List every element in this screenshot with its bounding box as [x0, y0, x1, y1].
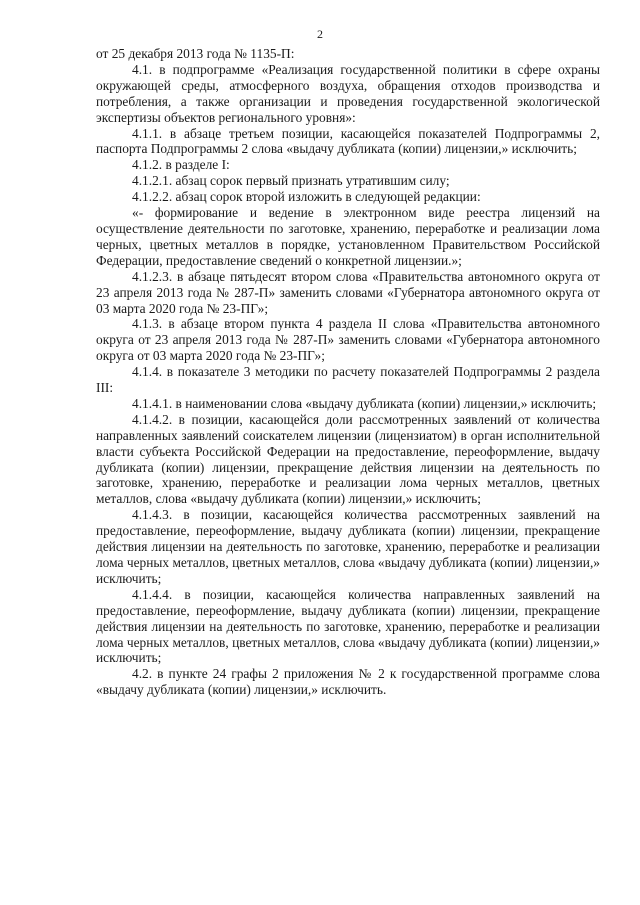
paragraph-4-1-3: 4.1.3. в абзаце втором пункта 4 раздела II слова «Правительства автономного округа от 23 апреля 2013 года № 287-П» заменить словами «Губернатора автономного округа от 03 марта 2020 года № 23-ПГ»;: [96, 316, 600, 364]
paragraph-4-1-4-4: 4.1.4.4. в позиции, касающейся количества направленных заявлений на предоставление, переоформление, выдачу дубликата (копии) лицензии, прекращение действия лицензии на деятельность по заготовке, хранению, переработке и реализации лома черных металлов, цветных металлов, слова «выдачу дубликата (копии) лицензии,» исключить;: [96, 586, 600, 666]
paragraph-4-1-2-2: 4.1.2.2. абзац сорок второй изложить в следующей редакции:: [132, 189, 481, 205]
paragraph-4-1: 4.1. в подпрограмме «Реализация государственной политики в сфере охраны окружающей среды, атмосферного воздуха, обращения отходов производства и потребления, а также организации и проведения государственной экологической экспертизы объектов регионального уровня»:: [96, 61, 600, 125]
paragraph-4-1-2: 4.1.2. в разделе I:: [132, 157, 230, 173]
paragraph-4-1-4-1: 4.1.4.1. в наименовании слова «выдачу дубликата (копии) лицензии,» исключить;: [132, 395, 597, 411]
paragraph-4-1-4-3: 4.1.4.3. в позиции, касающейся количества рассмотренных заявлений на предоставление, переоформление, выдачу дубликата (копии) лицензии, прекращение действия лицензии на деятельность по заготовке, хранению, переработке и реализации лома черных металлов, цветных металлов, слова «выдачу дубликата (копии) лицензии,» исключить;: [96, 507, 600, 586]
paragraph-intro: от 25 декабря 2013 года № 1135-П:: [96, 46, 295, 61]
paragraph-4-2: 4.2. в пункте 24 графы 2 приложения № 2 к государственной программе слова «выдачу дубликата (копии) лицензии,» исключить.: [96, 666, 600, 698]
document-body: [96, 46, 600, 698]
paragraph-4-1-4: 4.1.4. в показателе 3 методики по расчету показателей Подпрограммы 2 раздела III:: [96, 364, 600, 396]
paragraph-4-1-2-3: 4.1.2.3. в абзаце пятьдесят втором слова «Правительства автономного округа от 23 апреля 2013 года № 287-П» заменить словами «Губернатора автономного округа от 03 марта 2020 года № 23-ПГ»;: [96, 268, 600, 316]
page-number: 2: [317, 27, 323, 41]
paragraph-4-1-4-2: 4.1.4.2. в позиции, касающейся доли рассмотренных заявлений от количества направленных заявлений соискателем лицензии (лицензиатом) в орган исполнительной власти субъекта Российской Федерации на предоставление, переоформление, выдачу дубликата (копии) лицензии, прекращение действия лицензии на деятельность по заготовке, хранению, переработке и реализации лома черных металлов, цветных металлов, слова «выдачу дубликата (копии) лицензии,» исключить;: [96, 411, 600, 507]
paragraph-quoted-redaction: «- формирование и ведение в электронном виде реестра лицензий на осуществление деятельности по заготовке, хранению, переработке и реализации лома черных, цветных металлов в порядке, установленном Правительством Российской Федерации, предоставление сведений о конкретной лицензии.»;: [96, 205, 600, 268]
paragraph-4-1-2-1: 4.1.2.1. абзац сорок первый признать утратившим силу;: [132, 173, 450, 189]
paragraph-4-1-1: 4.1.1. в абзаце третьем позиции, касающейся показателей Подпрограммы 2, паспорта Подпрограммы 2 слова «выдачу дубликата (копии) лицензии,» исключить;: [96, 125, 600, 157]
